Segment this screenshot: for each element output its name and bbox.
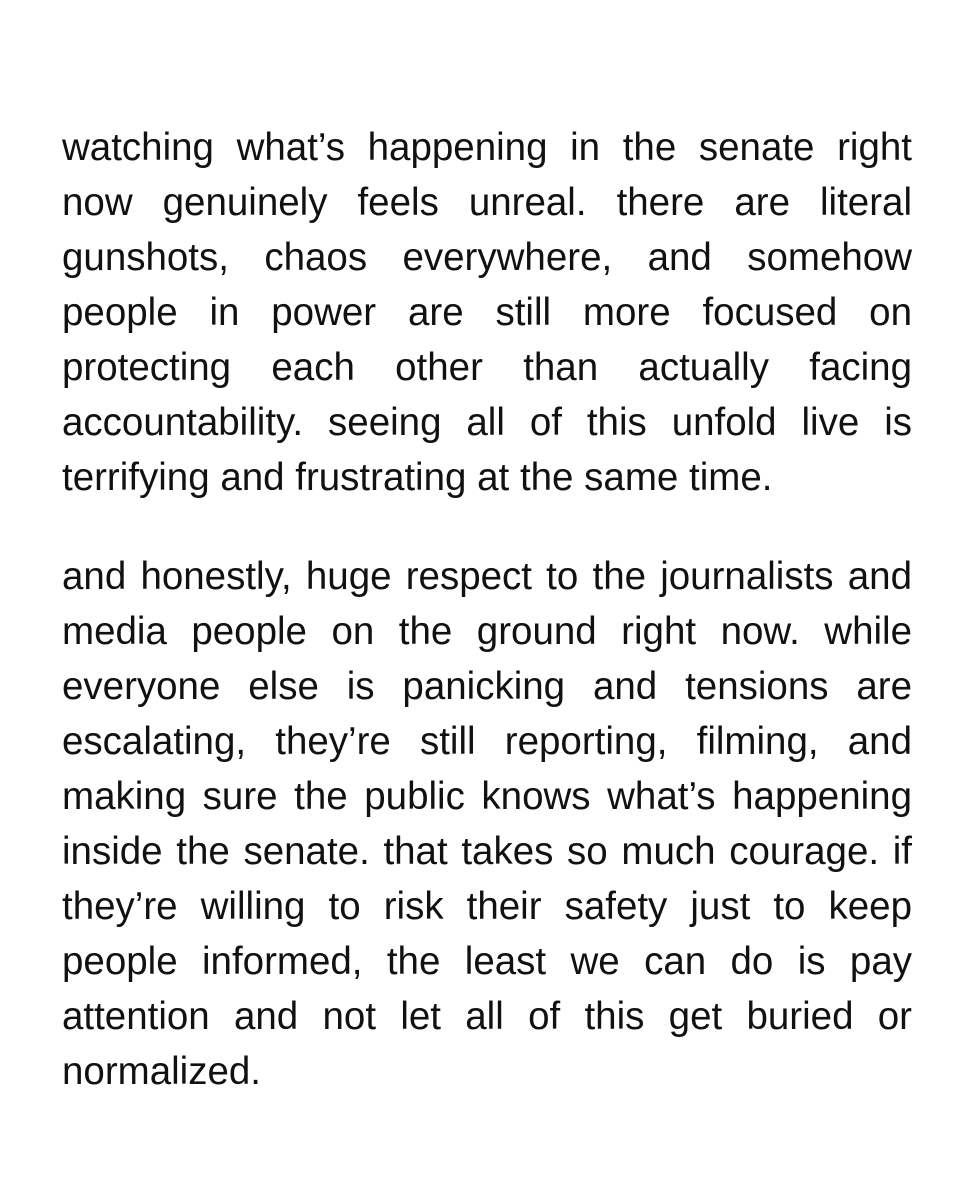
- post-paragraph-1: watching what’s happening in the senate right now genuinely feels unreal. there are literal gunshots, chaos everywhere, and somehow people in power are still more focused on protecting each other than actually facing accountability. seeing all of this unfold live is terrifying and frustrating at the same time.: [62, 126, 912, 499]
- post-paragraph-2: and honestly, huge respect to the journalists and media people on the ground right now. while everyone else is panicking and tensions are escalating, they’re still reporting, filming, and making sure the public knows what’s happening inside the senate. that takes so much courage. if they’re willing to risk their safety just to keep people informed, the least we can do is pay attention and not let all of this get buried or normalized.: [62, 555, 912, 1093]
- post-text-body: [62, 120, 912, 1099]
